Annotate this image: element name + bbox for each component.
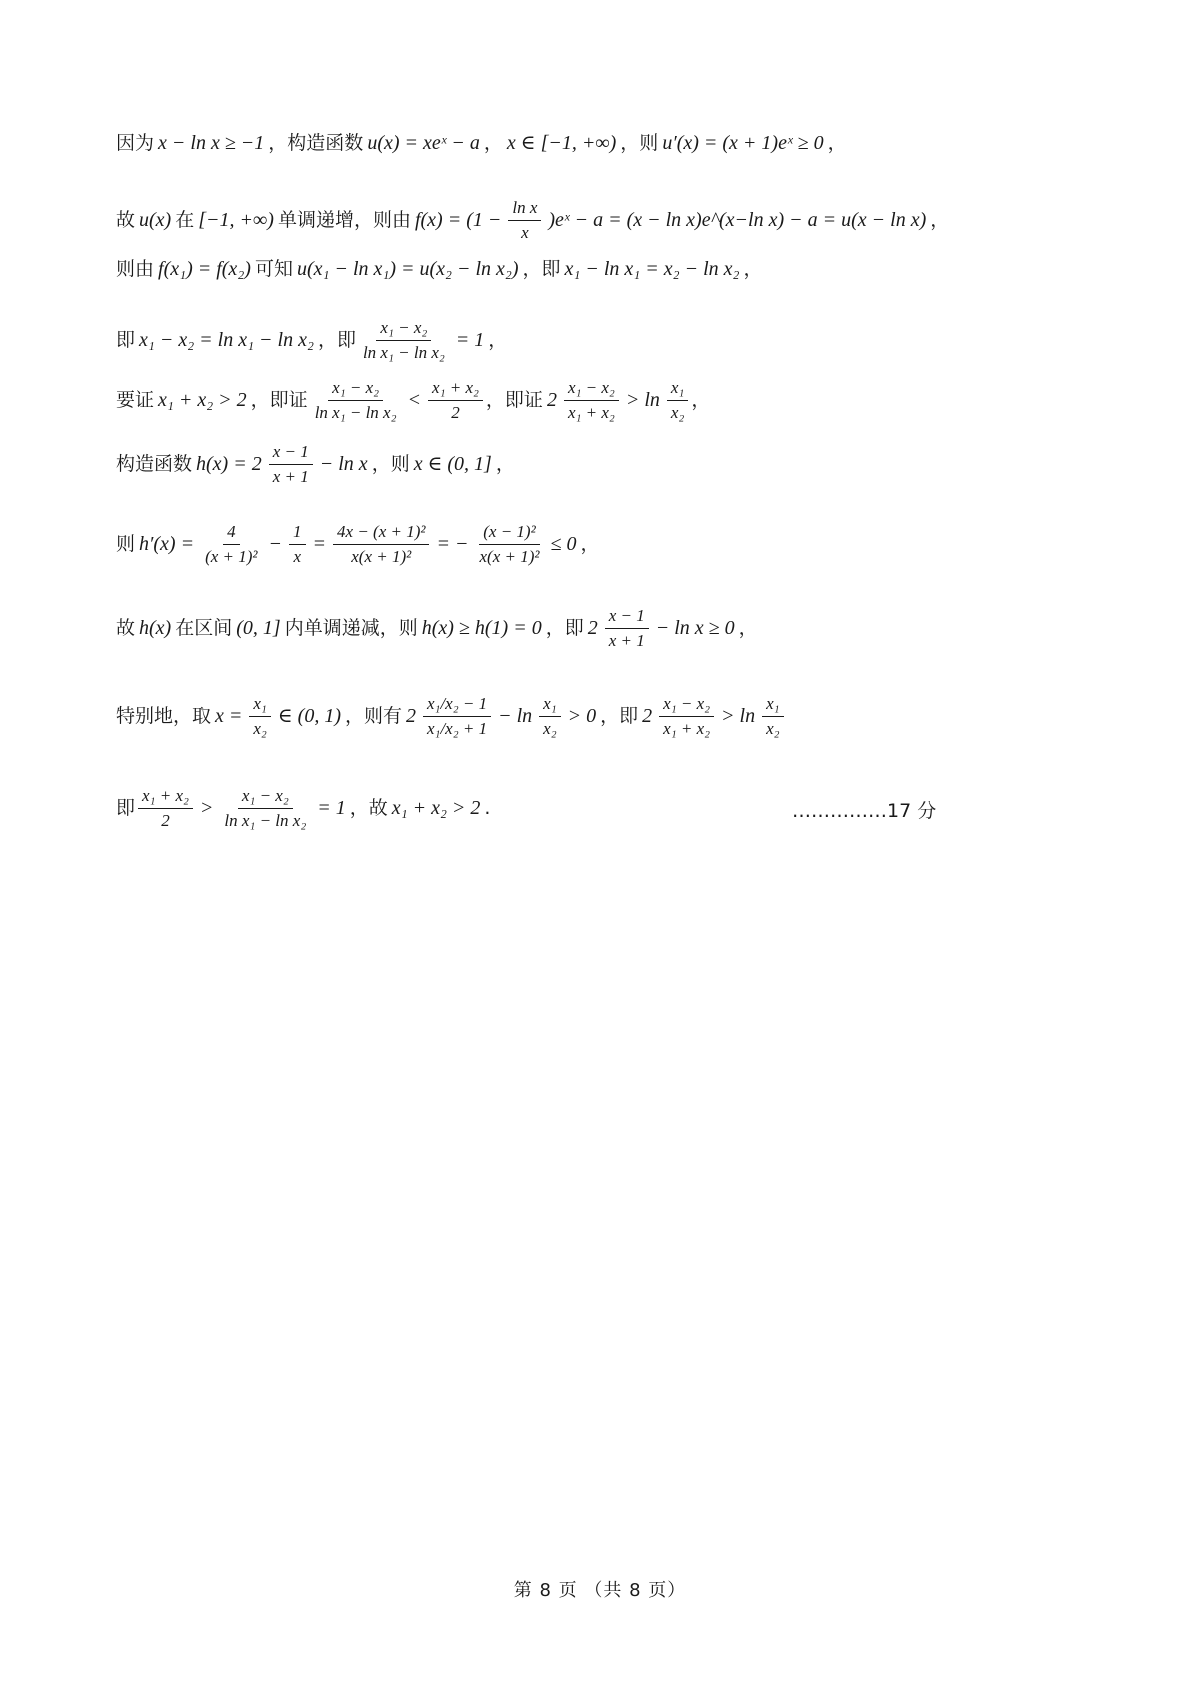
math-expression: (0, 1]	[236, 617, 281, 640]
chinese-text: ，	[738, 616, 758, 639]
math-expression: x₁ − x₂ = ln x₁ − ln x₂	[139, 329, 314, 352]
fraction-numerator: x₁ − x₂	[328, 376, 383, 401]
chinese-text: ，	[488, 328, 508, 351]
chinese-text: .	[484, 796, 491, 819]
fraction	[201, 520, 261, 568]
fraction-numerator: x₁ + x₂	[138, 784, 193, 809]
math-expression: )eˣ − a = (x − ln x)e^(x−ln x) − a = u(x − ln x)	[548, 209, 927, 232]
chinese-text: ，即证	[250, 388, 308, 411]
chinese-text: ，	[580, 532, 600, 555]
fraction	[249, 692, 270, 740]
math-expression: ∈ (0, 1)	[277, 705, 341, 728]
math-expression: f(x) = (1 −	[414, 209, 502, 232]
fraction-denominator: x₁/x₂ + 1	[427, 718, 488, 738]
line-7	[116, 520, 1096, 568]
math-expression: 2	[642, 705, 653, 728]
fraction	[138, 784, 193, 832]
line-10	[116, 784, 1096, 832]
math-expression: − ln x	[319, 453, 368, 476]
fraction-numerator: x₁ − x₂	[564, 376, 619, 401]
chinese-text: ，即证	[485, 388, 543, 411]
fraction	[333, 520, 429, 568]
fraction	[311, 376, 401, 424]
fraction-denominator: x₁ + x₂	[567, 402, 615, 422]
math-expression: − ln x ≥ 0	[655, 617, 735, 640]
math-expression: <	[407, 389, 422, 412]
chinese-text: ，即	[317, 328, 356, 351]
fraction-denominator: x(x + 1)²	[351, 546, 412, 566]
chinese-text: 构造函数	[116, 452, 193, 475]
math-expression: u(x₁ − ln x₁) = u(x₂ − ln x₂)	[296, 258, 519, 280]
fraction	[359, 316, 449, 364]
math-expression: > ln	[721, 705, 756, 728]
chinese-text: ，则	[620, 131, 659, 154]
math-expression: = 1	[455, 329, 485, 352]
math-expression: 2	[546, 389, 557, 412]
math-expression: >	[199, 797, 214, 820]
fraction-numerator: x₁/x₂ − 1	[423, 692, 491, 717]
math-expression: = 1	[317, 797, 346, 820]
fraction-denominator: x₂	[766, 718, 780, 738]
fraction-numerator: x₁	[249, 692, 270, 717]
fraction	[508, 196, 541, 244]
fraction-numerator: 1	[289, 520, 306, 545]
chinese-text: 可知	[254, 257, 293, 280]
chinese-text: ，则	[371, 452, 410, 475]
math-expression: h(x)	[139, 617, 172, 640]
math-expression: x₁ + x₂ > 2	[391, 797, 481, 820]
fraction	[539, 692, 560, 740]
line-8	[116, 604, 1096, 652]
chinese-text: 因为	[116, 131, 155, 154]
math-expression: > 0	[567, 705, 597, 728]
chinese-text: 在	[175, 208, 195, 231]
math-expression: f(x₁) = f(x₂)	[158, 258, 251, 280]
math-expression: − ln	[498, 705, 533, 728]
chinese-text: 故	[116, 208, 136, 231]
fraction-numerator: 4	[223, 520, 240, 545]
math-expression: x ∈ (0, 1]	[413, 453, 492, 476]
math-expression: x₁ − ln x₁ = x₂ − ln x₂	[564, 258, 740, 280]
fraction-denominator: x₂	[253, 718, 267, 738]
line-6	[116, 440, 1096, 488]
fraction-numerator: x₁	[539, 692, 560, 717]
chinese-text: 内单调递减，则	[284, 616, 418, 639]
math-expression: x₁ + x₂ > 2	[158, 389, 247, 412]
fraction-denominator: x₁ + x₂	[663, 718, 711, 738]
fraction-denominator: ln x₁ − ln x₂	[224, 810, 307, 830]
math-expression: [−1, +∞)	[198, 209, 274, 232]
chinese-text: 则	[116, 532, 136, 555]
chinese-text: ，	[930, 208, 950, 231]
fraction-denominator: (x + 1)²	[205, 546, 258, 566]
math-expression: u(x)	[139, 209, 172, 232]
chinese-text: ，	[827, 131, 847, 154]
math-expression: x ∈ [−1, +∞)	[506, 132, 617, 154]
line-3	[116, 259, 1096, 279]
fraction-denominator: x + 1	[608, 630, 645, 650]
math-expression: 2	[406, 705, 416, 728]
fraction-numerator: x₁ + x₂	[428, 376, 483, 401]
chinese-text: ，	[483, 131, 503, 154]
fraction	[564, 376, 619, 424]
chinese-text: ，故	[349, 796, 388, 819]
fraction-numerator: x − 1	[269, 440, 313, 465]
fraction-denominator: 2	[451, 402, 460, 422]
fraction-numerator: x₁ − x₂	[659, 692, 714, 717]
chinese-text: ，	[743, 257, 763, 280]
fraction	[762, 692, 783, 740]
math-expression: x − ln x ≥ −1	[158, 132, 265, 154]
math-expression: ≤ 0	[550, 533, 577, 556]
fraction-numerator: 4x − (x + 1)²	[333, 520, 429, 545]
fraction-numerator: ln x	[508, 196, 541, 221]
fraction	[220, 784, 310, 832]
math-expression: −	[268, 533, 283, 556]
fraction	[423, 692, 491, 740]
chinese-text: 即	[116, 328, 136, 351]
math-expression: x =	[215, 705, 243, 728]
fraction-denominator: x₂	[670, 402, 685, 422]
chinese-text: 要证	[116, 388, 155, 411]
line-2	[116, 196, 1096, 244]
fraction-numerator: x₁	[762, 692, 783, 717]
fraction	[605, 604, 649, 652]
fraction	[269, 440, 313, 488]
chinese-text: ，构造函数	[268, 131, 364, 154]
fraction-numerator: x₁ − x₂	[238, 784, 293, 809]
math-expression: h′(x) =	[139, 533, 195, 556]
math-expression: u(x) = xeˣ − a	[367, 132, 480, 154]
chinese-text: 特别地，取	[116, 704, 212, 727]
chinese-text: 故	[116, 616, 136, 639]
fraction-denominator: x₂	[543, 718, 557, 738]
math-expression: =	[312, 533, 327, 556]
math-expression: h(x) = 2	[196, 453, 262, 476]
math-expression: 2	[587, 617, 598, 640]
fraction	[659, 692, 714, 740]
line-9	[116, 692, 1096, 740]
page-footer: 第 8 页 （共 8 页）	[513, 1580, 687, 1601]
chinese-text: 在区间	[175, 616, 233, 639]
fraction	[428, 376, 483, 424]
fraction-denominator: ln x₁ − ln x₂	[314, 402, 397, 422]
fraction-numerator: (x − 1)²	[479, 520, 539, 545]
chinese-text: ，	[495, 452, 515, 475]
chinese-text: 即	[116, 796, 136, 819]
fraction-denominator: x	[521, 222, 529, 242]
fraction-denominator: x	[293, 546, 302, 566]
fraction-numerator: x₁ − x₂	[376, 316, 431, 341]
math-expression: > ln	[625, 389, 660, 412]
chinese-text: ，则有	[344, 704, 402, 727]
score-marker: ……………17 分	[792, 800, 937, 822]
line-5	[116, 376, 1096, 424]
chinese-text: ，	[691, 388, 711, 411]
chinese-text: 单调递增，则由	[277, 208, 411, 231]
line-1	[116, 133, 1096, 153]
fraction	[667, 376, 688, 424]
fraction-denominator: x + 1	[272, 466, 309, 486]
fraction-numerator: x − 1	[605, 604, 649, 629]
fraction-denominator: ln x₁ − ln x₂	[362, 342, 445, 362]
math-expression: u′(x) = (x + 1)eˣ ≥ 0	[662, 132, 824, 154]
chinese-text: ，即	[522, 257, 561, 280]
fraction-denominator: 2	[161, 810, 170, 830]
fraction-denominator: x(x + 1)²	[479, 546, 540, 566]
fraction-numerator: x₁	[667, 376, 688, 401]
chinese-text: ，即	[545, 616, 584, 639]
math-expression: = −	[436, 533, 469, 556]
fraction	[475, 520, 543, 568]
line-4	[116, 316, 1096, 364]
chinese-text: 则由	[116, 257, 155, 280]
math-expression: h(x) ≥ h(1) = 0	[421, 617, 542, 640]
fraction	[289, 520, 306, 568]
chinese-text: ，即	[600, 704, 639, 727]
